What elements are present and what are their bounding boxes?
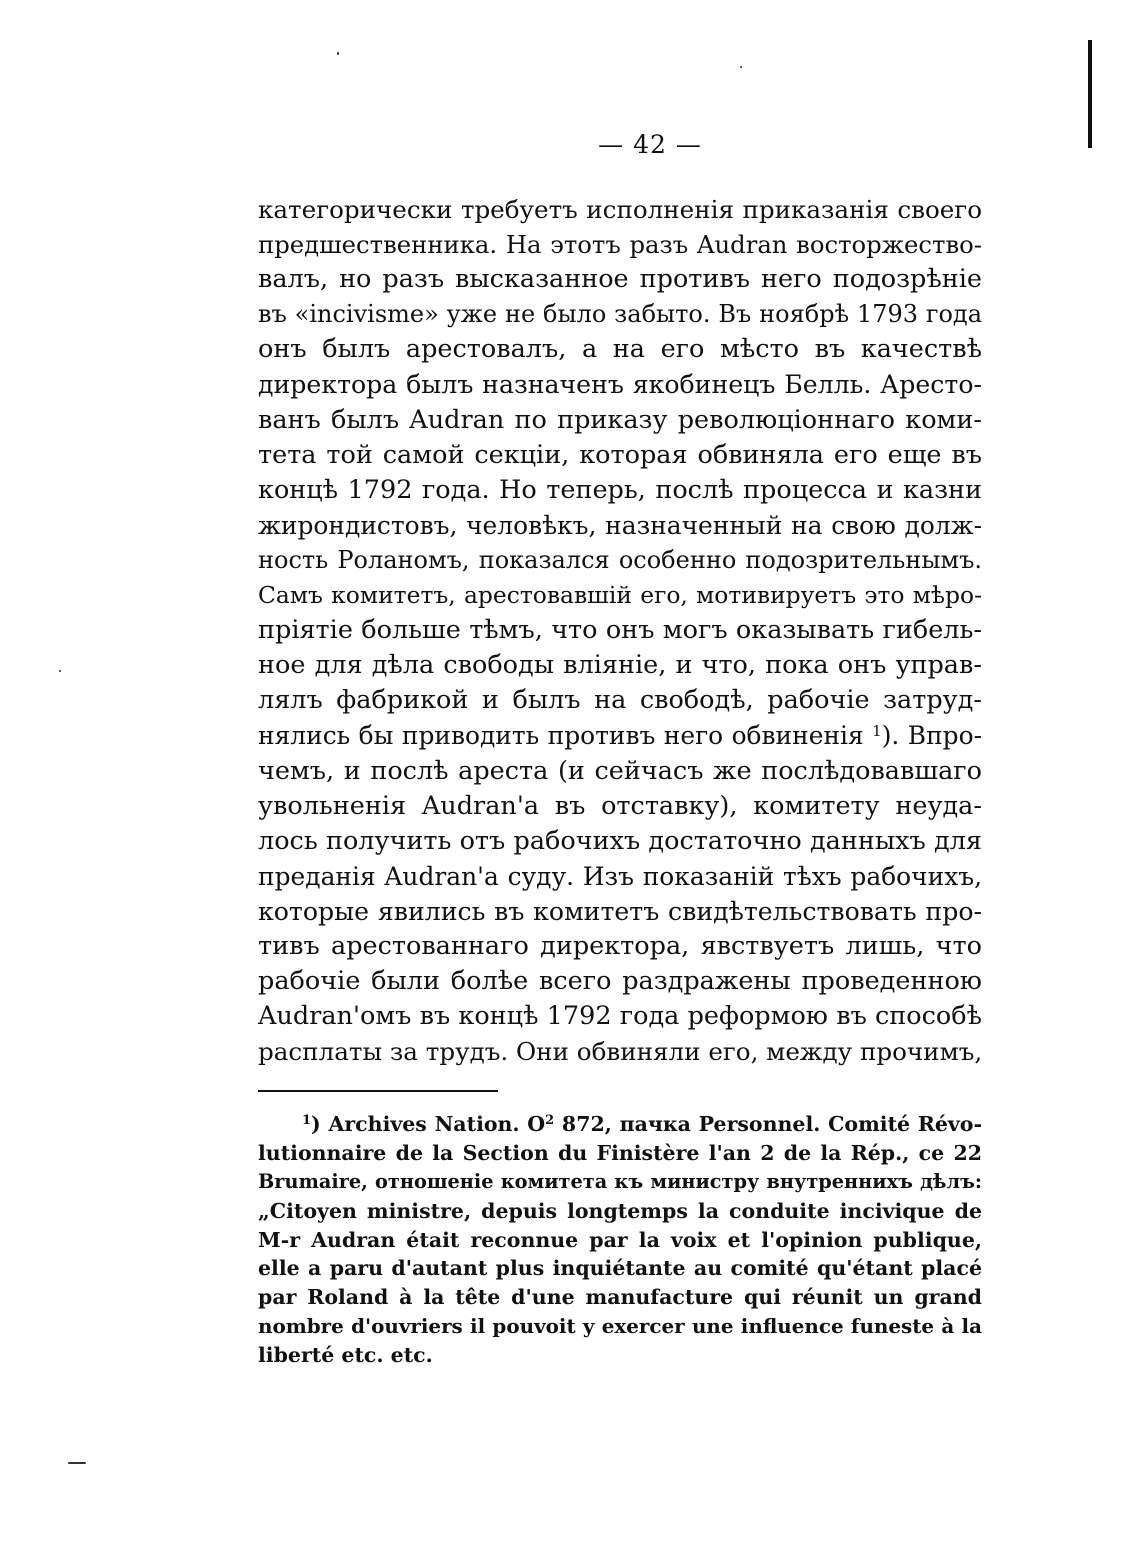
text-line: тета той самой секціи, которая обвиняла его еще въ [258,439,982,470]
text-line: лось получить отъ рабочихъ достаточно данныхъ для [258,825,982,856]
footnote-line: nombre d'ouvriers il pouvoit y exercer une influence funeste à la [258,1314,982,1339]
scan-speck [68,1462,86,1464]
footnote-line: liberté etc. etc. [258,1343,433,1368]
page-number: — 42 — [598,130,702,159]
footnote-line: Brumaire, отношеніе комитета къ министру внутреннихъ дѣлъ: [258,1169,982,1193]
text-line: концѣ 1792 года. Но теперь, послѣ процесса и казни [258,474,982,505]
footnote-line: elle a paru d'autant plus inquiétante au comité qu'étant placé [258,1256,982,1281]
scan-speck [740,66,742,68]
text-line: расплаты за трудъ. Они обвиняли его, между прочимъ, [258,1037,983,1067]
body-text [258,192,982,1069]
text-line: пріятіе больше тѣмъ, что онъ могъ оказывать гибель- [258,615,982,646]
footnote-separator [258,1090,498,1092]
text-line: чемъ, и послѣ ареста (и сейчасъ же послѣдовавшаго [258,755,982,786]
text-line: директора былъ назначенъ якобинецъ Белль. Аресто- [258,370,982,400]
footnote-fragment: ) Archives Nation. O [311,1112,546,1136]
footnote-superscript: 2 [545,1113,555,1128]
text-line: ванъ былъ Audran по приказу революціоннаго коми- [258,404,982,435]
text-line: жирондистовъ, человѣкъ, назначенный на свою долж- [258,510,982,540]
text-line: валъ, но разъ высказанное противъ него подозрѣніе [258,264,982,295]
text-line-with-footnote-ref [258,718,982,753]
text-line: въ «incivisme» уже не было забыто. Въ ноябрѣ 1793 года [258,300,982,329]
footnote-marker: 1 [302,1113,312,1128]
footnote-line: „Citoyen ministre, depuis longtemps la conduite incivique de [258,1198,982,1223]
text-line: преданія Audran'а суду. Изъ показаній тѣхъ рабочихъ, [258,861,982,891]
text-line: категорически требуетъ исполненія приказанія своего [258,195,982,224]
text-line: увольненія Audran'а въ отставку), комитету неуда- [258,790,982,821]
footnote-line: par Roland à la tête d'une manufacture qui réunit un grand [258,1285,982,1310]
text-line: лялъ фабрикой и былъ на свободѣ, рабочіе затруд- [258,685,982,716]
text-line: Audran'омъ въ концѣ 1792 года реформою въ способѣ [258,1001,982,1032]
text-line: которые явились въ комитетъ свидѣтельствовать про- [258,896,982,926]
footnote-reference[interactable]: 1 [872,722,882,741]
text-fragment: ). Впро- [881,721,982,751]
text-line: ность Роланомъ, показался особенно подозрительнымъ. [258,545,982,574]
text-line: тивъ арестованнаго директора, явствуетъ лишь, что [258,930,982,961]
text-line: онъ былъ арестовалъ, а на его мѣсто въ качествѣ [258,334,982,365]
scan-speck [59,670,61,672]
text-line: рабочіе были болѣе всего раздражены проведенною [258,966,982,997]
text-fragment: нялись бы приводить противъ него обвиненія [258,721,864,751]
text-line: Самъ комитетъ, арестовавшій его, мотивируетъ это мѣро- [258,581,982,610]
text-line: предшественника. На этотъ разъ Audran восторжество- [258,230,982,260]
footnote-fragment: 872, пачка Personnel. Comité Révo- [554,1112,982,1136]
text-line: ное для дѣла свободы вліяніе, и что, пока онъ управ- [258,650,982,681]
scan-speck [337,52,339,55]
footnote [258,1110,982,1370]
footnote-line: lutionnaire de la Section du Finistère l'an 2 de la Rép., ce 22 [258,1140,982,1165]
footnote-line [258,1110,982,1139]
footnote-line: M-r Audran était reconnue par la voix et l'opinion publique, [258,1227,982,1252]
